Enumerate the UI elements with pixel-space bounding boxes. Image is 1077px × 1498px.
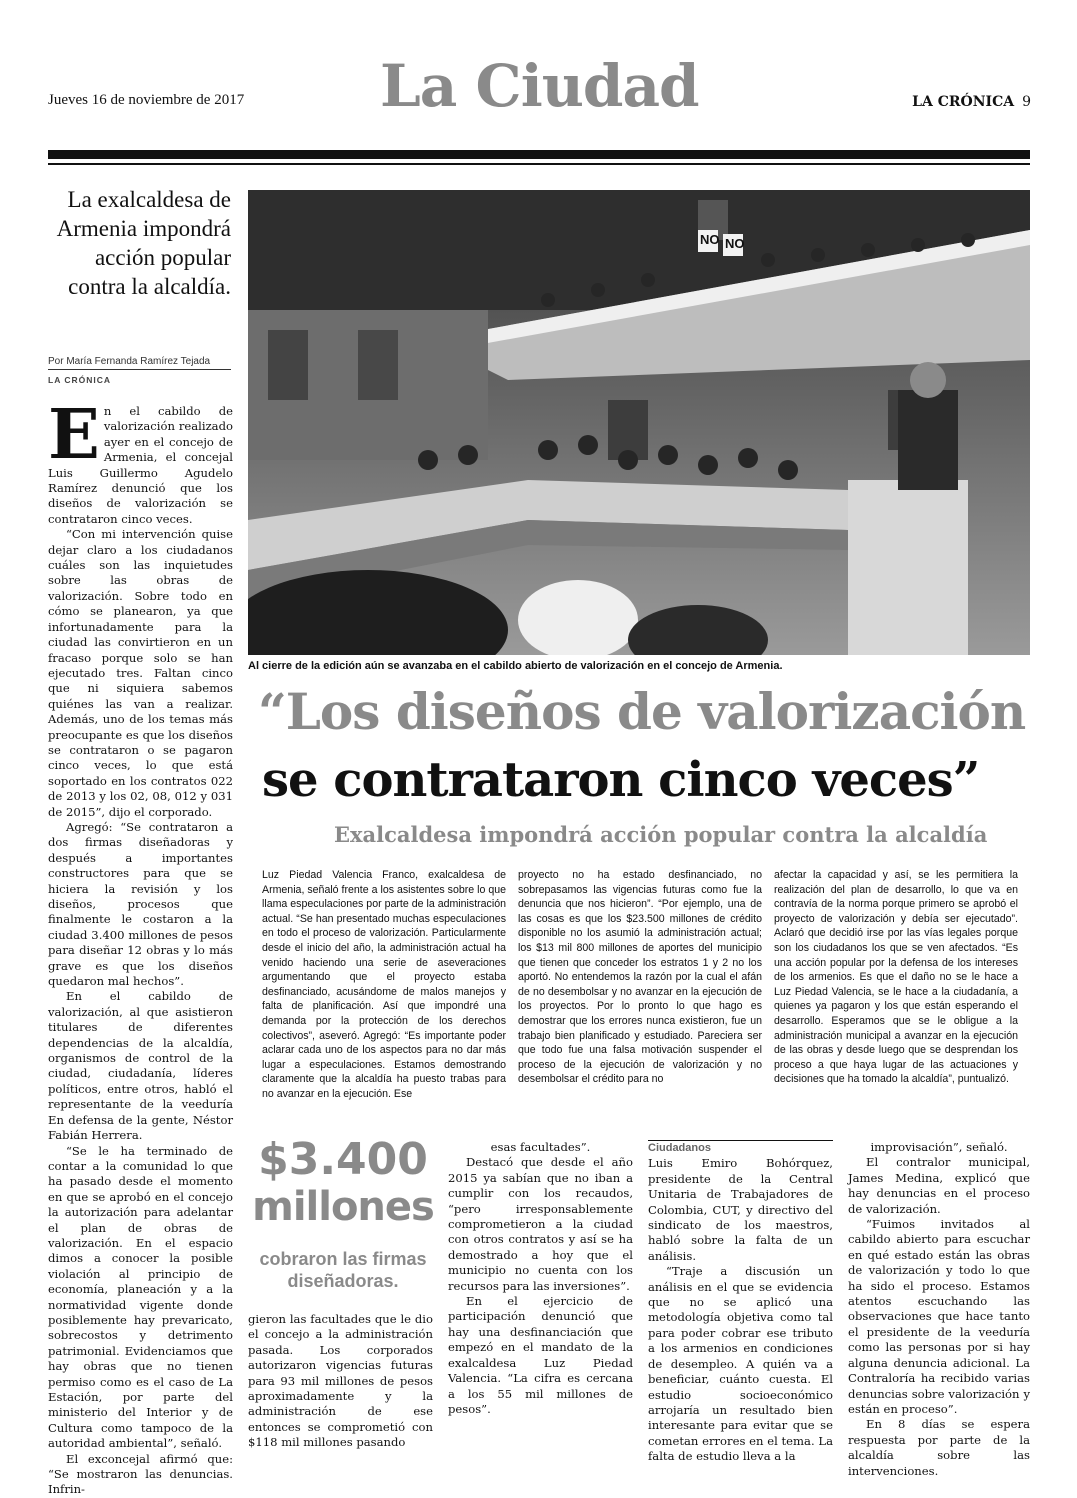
paragraph: n el cabildo de valorización realizado ayer en el concejo de Armenia, el concejal Luis Guillermo Agudelo Ramírez denunció que los diseños de valorización se contrataron cinco veces.: [48, 404, 233, 526]
paragraph: En el cabildo de valorización, al que asistieron titulares de diferentes dependencias de la alcaldía, organismos de control de la ciudad, ciudadanía, líderes políticos, entre otros, habló el representante de la veeduría En defensa de la gente, Néstor Fabián Herrera.: [48, 989, 233, 1143]
paragraph: El contralor municipal, James Medina, explicó que hay denuncias en el proceso de valorización.: [848, 1155, 1030, 1216]
section-title: La Ciudad: [380, 52, 699, 120]
paragraph: En el ejercicio de participación denunció que hay una desfinanciación que empezó en el mandato de la exalcaldesa Luz Piedad Valencia. “La cifra es cercana a los 55 mil millones de pesos”.: [448, 1294, 633, 1416]
article-column-4: [648, 1140, 833, 1465]
header-rule-thick: [48, 150, 1030, 159]
paragraph: “Con mi intervención quise dejar claro a los ciudadanos cuáles son las inquietudes sobre las obras de valorización. Sobre todo en cómo se planearon, ya que infortunadamente para la ciudad las convirtieron en un fracaso porque solo se han ejecutado tres. Faltan cinco que ni siquiera sabemos quiénes las van a realizar. Además, uno de los temas más preocupante es que los diseños se contrataron o se pagaron cinco veces, lo que está soportado en los contratos 022 de 2013 y los 02, 08, 012 y 031 de 2015”, dijo el corporado.: [48, 527, 233, 819]
paragraph: “Traje a discusión un análisis en el que se evidencia que no se aplicó una metodología objetiva como tal para poder cobrar ese tributo a los armenios en condiciones de desempleo. A quién va a beneficiar, cuánto cuesta. El estudio socioeconómico arrojaría un resultado bien interesante para evitar que se cometan errores en el tema. La falta de estudio lleva a la: [648, 1264, 833, 1464]
masthead: [912, 94, 1031, 110]
byline-org: LA CRÓNICA: [48, 375, 112, 385]
paragraph: Agregó: “Se contrataron a dos firmas diseñadoras y después a importantes constructores para que se hiciera la revisión y los diseños, procesos que finalmente le costaron a la ciudad 3.400 millones de pesos para diseñar 12 obras y lo más grave es que los diseños quedaron mal hechos”.: [48, 819, 233, 989]
quote-column-2: proyecto no ha estado desfinanciado, no sobrepasamos las vigencias futuras como fue la denuncia que nos hicieron”. “Por ejemplo, una de las cosas es que los $23.500 millones de crédito disponible no los asumió la administración actual; los $13 mil 800 millones de aportes del municipio que tienen que conceder los estratos 1 y 2 no los aportó. No entendemos la razón por la cual el afán de no desembolsar y no avanzar en la ejecución de los proyectos. Por lo pronto lo que hago es demostrar que los errores nunca existieron, fue un trabajo bien planificado y estudiado. Pareciera ser que todo fue una falsa motivación suspender el proceso de la ejecución de valorización y no desembolsar el crédito para no: [518, 869, 762, 1086]
paragraph: esas facultades”.: [490, 1140, 591, 1154]
byline: Por María Fernanda Ramírez Tejada: [48, 356, 231, 370]
article-column-3: [448, 1140, 633, 1417]
drop-cap: E: [48, 395, 100, 475]
quote-column-1: Luz Piedad Valencia Franco, exalcaldesa de Armenia, señaló frente a los asistentes sobre lo que llama especulaciones por parte de la administración actual. “Se han presentado muchas especulaciones en todo el proceso de valorización. Particularmente desde el inicio del año, la administración actual ha venido haciendo una serie de aseveraciones argumentando que el proyecto estaba desfinanciado, acusándome de malos manejos y falta de planificación. Así que impondré una demanda por la protección de los derechos colectivos”, aseveró. Agregó: “Es importante poder aclarar cada uno de los aspectos para no dar más lugar a especulaciones. Estamos demostrando claramente que la alcaldía ha puesto trabas para no avanzar en la ejecución. Ese: [262, 869, 506, 1100]
paragraph: improvisación”, señaló.: [870, 1140, 1008, 1154]
paragraph: gieron las facultades que le dio el concejo a la administración pasada. Los corporados autorizaron vigencias futuras para 93 mil millones de pesos aproximadamente y la administración de ese entonces se comprometió con $118 mil millones pasando: [248, 1312, 433, 1450]
paragraph: “Fuimos invitados al cabildo abierto para escuchar en qué estado están las obras de valorización y todo lo que ha sido el proceso. Estamos atentos escuchando las observaciones que hace tanto el presidente de la veeduría como las personas por si hay alguna denuncia adicional. La Contraloría ha recibido varias denuncias sobre valorización y están en proceso”.: [848, 1217, 1030, 1416]
subheadline: Exalcaldesa impondrá acción popular contra la alcaldía: [334, 822, 988, 847]
headline-line-1: “Los diseños de valorización: [258, 682, 1026, 741]
protest-sign: NO: [700, 232, 720, 247]
pull-figure-amount: $3.400: [258, 1134, 428, 1185]
quote-column-3: afectar la capacidad y así, se les permitiera la realización del plan de desarrollo, lo que va en contravía de la norma porque primero se aprobó el proyecto de valorización y debía ser ejecutado”. Aclaró que decidió irse por las vías legales porque son los ciudadanos los que se ven afectados. “Es una acción popular por la defensa de los intereses de los armenios. Es que el daño no se le hace a Luz Piedad Valencia, se le hace a la ciudadanía, a quienes ya pagaron y los que están esperando el desarrollo. Esperamos que se le obligue a la administración municipal a avanzar en la ejecución de las obras y desde luego que se desprendan los proceso a que haya lugar de las actuaciones y decisiones que ha tomado la alcaldía”, puntualizó.: [774, 869, 1018, 1086]
paragraph: En 8 días se espera respuesta por parte de la alcaldía sobre las intervenciones.: [848, 1417, 1030, 1478]
pull-figure-subtitle: cobraron las firmas diseñadoras.: [259, 1249, 427, 1291]
issue-date: Jueves 16 de noviembre de 2017: [48, 92, 245, 108]
kicker: La exalcaldesa de Armenia impondrá acción popular contra la alcaldía.: [56, 187, 231, 299]
header-rule-thin: [48, 163, 1030, 165]
headline-line-2: se contrataron cinco veces”: [262, 752, 980, 808]
subsection-label: Ciudadanos: [648, 1140, 833, 1156]
paragraph: Destacó que desde el año 2015 ya sabían que no iban a cumplir con los recaudos, “pero irresponsablemente comprometieron a la ciudad con otros contratos y así se ha demostrado a hoy que el municipio no cuenta con los recursos para las inversiones”.: [448, 1155, 633, 1293]
article-column-5: [848, 1140, 1030, 1479]
paper-name: LA CRÓNICA: [912, 94, 1015, 110]
article-column-2: [248, 1312, 433, 1451]
article-column-1: [48, 395, 233, 1498]
photo-council-session: [248, 190, 1030, 655]
photo-illustration: [248, 190, 1030, 655]
paragraph: Luis Emiro Bohórquez, presidente de la Central Unitaria de Trabajadores de Colombia, CUT, y directivo del sindicato de los maestros, habló sobre la falta de un análisis.: [648, 1156, 833, 1263]
protest-sign: NO: [725, 236, 745, 251]
paragraph: El exconcejal afirmó que: “Se mostraron las denuncias. Infrin-: [48, 1451, 233, 1497]
photo-caption: Al cierre de la edición aún se avanzaba en el cabildo abierto de valorización en el concejo de Armenia.: [248, 660, 783, 672]
page-number: 9: [1022, 94, 1031, 110]
pull-figure: [248, 1136, 438, 1292]
paragraph: “Se le ha terminado de contar a la comunidad lo que ha pasado desde el momento en que se aprobó en el concejo la autorización para adelantar el plan de obras de valorización. En el espacio dimos a conocer la posible violación al principio de economía, planeación y a la normatividad vigente donde posiblemente hay prevaricato, sobrecostos y detrimento patrimonial. Evidenciamos que hay obras que no tienen permiso como es el caso de La Estación, por parte del ministerio del Interior y de Cultura como tampoco de la autoridad ambiental”, señaló.: [48, 1143, 233, 1451]
pull-figure-unit: millones: [252, 1184, 434, 1230]
